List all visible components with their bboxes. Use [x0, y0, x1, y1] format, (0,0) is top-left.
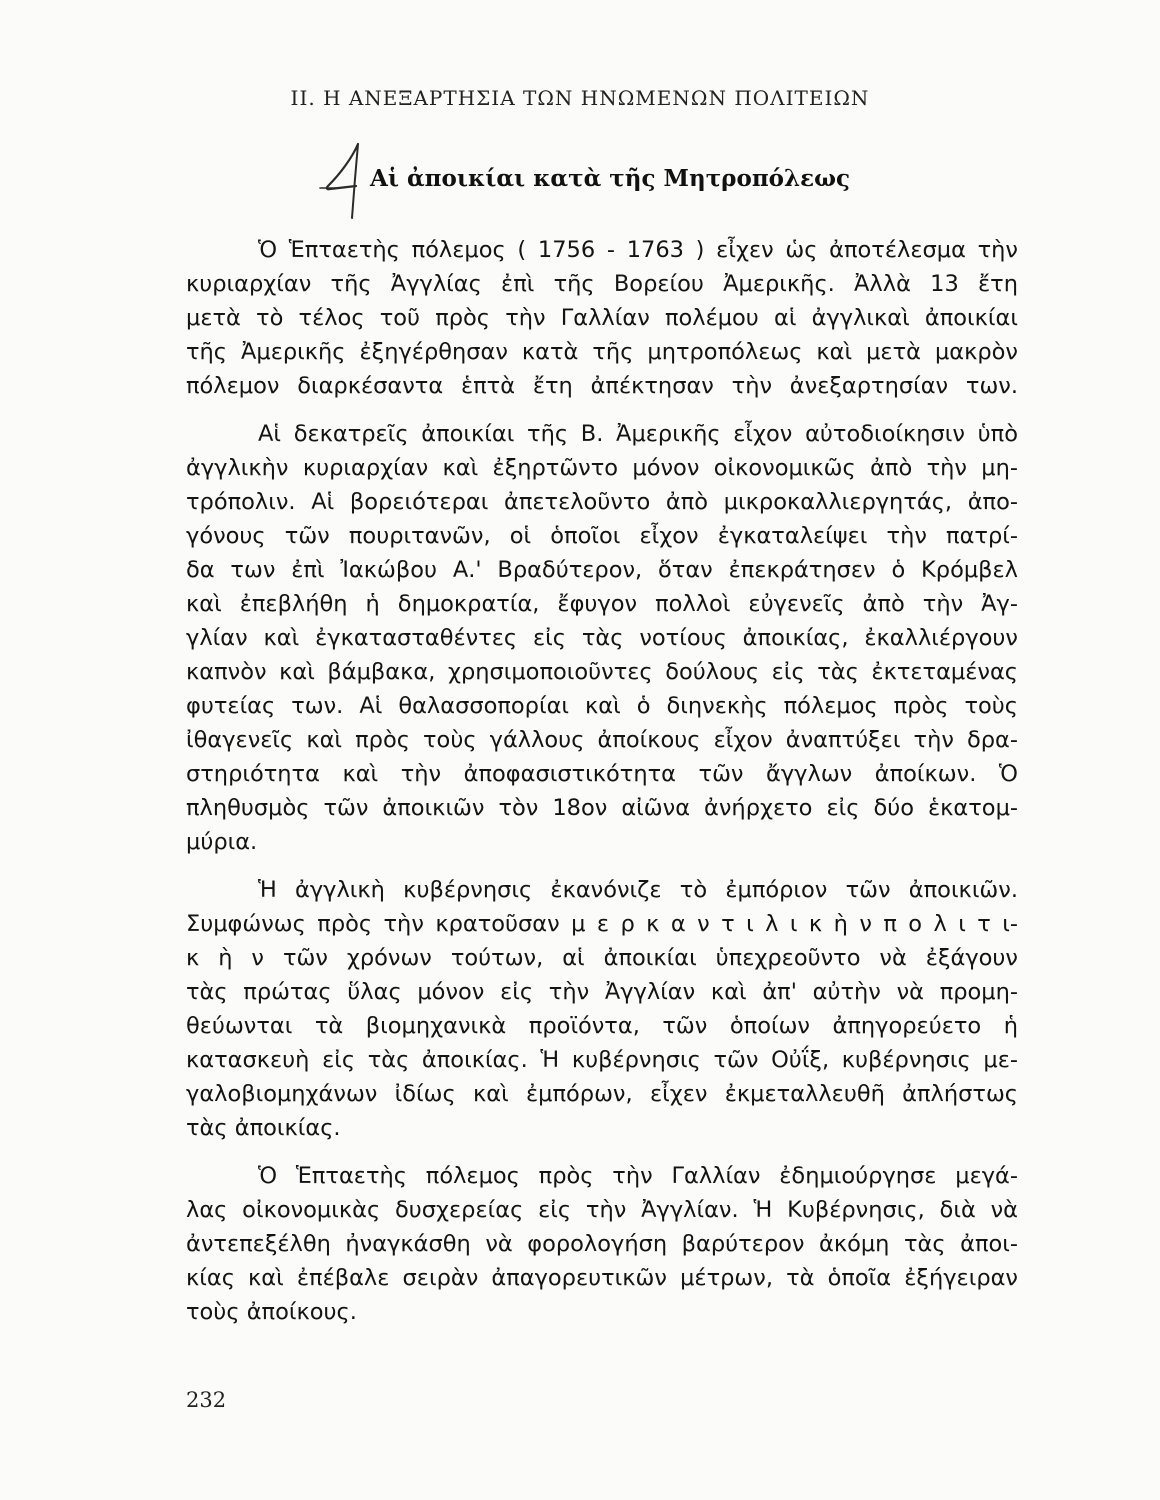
text-line: θεύωνται τὰ βιομηχανικὰ προϊόντα, τῶν ὁποίων ἀπηγορεύετο ἡ	[186, 1013, 1018, 1039]
running-head: II. Η ΑΝΕΞΑΡΤΗΣΙΑ ΤΩΝ ΗΝΩΜΕΝΩΝ ΠΟΛΙΤΕΙΩΝ	[290, 86, 870, 110]
text-line: τὰς ἀποικίας.	[186, 1115, 341, 1141]
text-line: πόλεμον διαρκέσαντα ἑπτὰ ἔτη ἀπέκτησαν τὴν ἀνεξαρτησίαν των.	[186, 373, 1018, 399]
text-line: τὰς πρώτας ὕλας μόνον εἰς τὴν Ἀγγλίαν καὶ ἀπ' αὐτὴν νὰ προμη-	[186, 979, 1018, 1005]
text-line: τοὺς ἀποίκους.	[186, 1299, 357, 1325]
handwritten-mark-icon	[318, 140, 376, 222]
page-number: 232	[186, 1388, 227, 1412]
text-line: καπνὸν καὶ βάμβακα, χρησιμοποιοῦντες δούλους εἰς τὰς ἐκτεταμένας	[186, 659, 1018, 685]
text-line: μετὰ τὸ τέλος τοῦ πρὸς τὴν Γαλλίαν πολέμου αἱ ἀγγλικαὶ ἀποικίαι	[186, 305, 1018, 331]
text-line: κατασκευὴ εἰς τὰς ἀποικίας. Ἡ κυβέρνησις τῶν Οὐΐξ, κυβέρνησις με-	[186, 1047, 1018, 1073]
section-title: Αἱ ἀποικίαι κατὰ τῆς Μητροπόλεως	[370, 165, 851, 192]
text-line: μύρια.	[186, 829, 258, 855]
paragraph-1	[186, 233, 1018, 403]
text-line: ἀγγλικὴν κυριαρχίαν καὶ ἐξηρτῶντο μόνον οἰκονομικῶς ἀπὸ τὴν μη-	[186, 455, 1018, 481]
text-line: καὶ ἐπεβλήθη ἡ δημοκρατία, ἔφυγον πολλοὶ εὐγενεῖς ἀπὸ τὴν Ἀγ-	[186, 591, 1018, 617]
text-line: ἰθαγενεῖς καὶ πρὸς τοὺς γάλλους ἀποίκους εἶχον ἀναπτύξει τὴν δρα-	[186, 727, 1018, 753]
text-line: πληθυσμὸς τῶν ἀποικιῶν τὸν 18ον αἰῶνα ἀνήρχετο εἰς δύο ἑκατομ-	[186, 795, 1018, 821]
text-line: λας οἰκονομικὰς δυσχερείας εἰς τὴν Ἀγγλίαν. Ἡ Κυβέρνησις, διὰ νὰ	[186, 1197, 1018, 1223]
text-line: Ὁ Ἑπταετὴς πόλεμος πρὸς τὴν Γαλλίαν ἐδημιούργησε μεγά-	[258, 1163, 1018, 1189]
text-line: κυριαρχίαν τῆς Ἀγγλίας ἐπὶ τῆς Βορείου Ἀμερικῆς. Ἀλλὰ 13 ἔτη	[186, 271, 1018, 297]
text-line: τρόπολιν. Αἱ βορειότεραι ἀπετελοῦντο ἀπὸ μικροκαλλιεργητάς, ἀπο-	[186, 489, 1018, 515]
text-line: Συμφώνως πρὸς τὴν κρατοῦσαν μ ε ρ κ α ν τ ι λ ι κ ὴ ν π ο λ ι τ ι-	[186, 911, 1018, 937]
paragraph-4	[186, 1159, 1018, 1329]
text-line: φυτείας των. Αἱ θαλασσοπορίαι καὶ ὁ διηνεκὴς πόλεμος πρὸς τοὺς	[186, 693, 1018, 719]
paragraph-2	[186, 417, 1018, 859]
text-line: γαλοβιομηχάνων ἰδίως καὶ ἐμπόρων, εἶχεν ἐκμεταλλευθῆ ἀπλήστως	[186, 1081, 1018, 1107]
text-line: κ ὴ ν τῶν χρόνων τούτων, αἱ ἀποικίαι ὑπεχρεοῦντο νὰ ἐξάγουν	[186, 945, 1018, 971]
text-line: γόνους τῶν πουριτανῶν, οἱ ὁποῖοι εἶχον ἐγκαταλείψει τὴν πατρί-	[186, 523, 1018, 549]
text-line: Ἡ ἀγγλικὴ κυβέρνησις ἐκανόνιζε τὸ ἐμπόριον τῶν ἀποικιῶν.	[258, 877, 1018, 903]
text-line: γλίαν καὶ ἐγκατασταθέντες εἰς τὰς νοτίους ἀποικίας, ἐκαλλιέργουν	[186, 625, 1018, 651]
text-line: δα των ἐπὶ Ἰακώβου Α.' Βραδύτερον, ὅταν ἐπεκράτησεν ὁ Κρόμβελ	[186, 557, 1018, 583]
text-line: Αἱ δεκατρεῖς ἀποικίαι τῆς Β. Ἀμερικῆς εἶχον αὐτοδιοίκησιν ὑπὸ	[258, 421, 1018, 447]
text-line: τῆς Ἀμερικῆς ἐξηγέρθησαν κατὰ τῆς μητροπόλεως καὶ μετὰ μακρὸν	[186, 339, 1018, 365]
text-line: κίας καὶ ἐπέβαλε σειρὰν ἀπαγορευτικῶν μέτρων, τὰ ὁποῖα ἐξήγειραν	[186, 1265, 1018, 1291]
text-line: στηριότητα καὶ τὴν ἀποφασιστικότητα τῶν ἄγγλων ἀποίκων. Ὁ	[186, 761, 1018, 787]
paragraph-3	[186, 873, 1018, 1145]
text-line: Ὁ Ἑπταετὴς πόλεμος ( 1756 - 1763 ) εἶχεν ὡς ἀποτέλεσμα τὴν	[258, 237, 1018, 263]
body-text	[186, 233, 1018, 1329]
text-line: ἀντεπεξέλθη ἠναγκάσθη νὰ φορολογήση βαρύτερον ἀκόμη τὰς ἀποι-	[186, 1231, 1018, 1257]
